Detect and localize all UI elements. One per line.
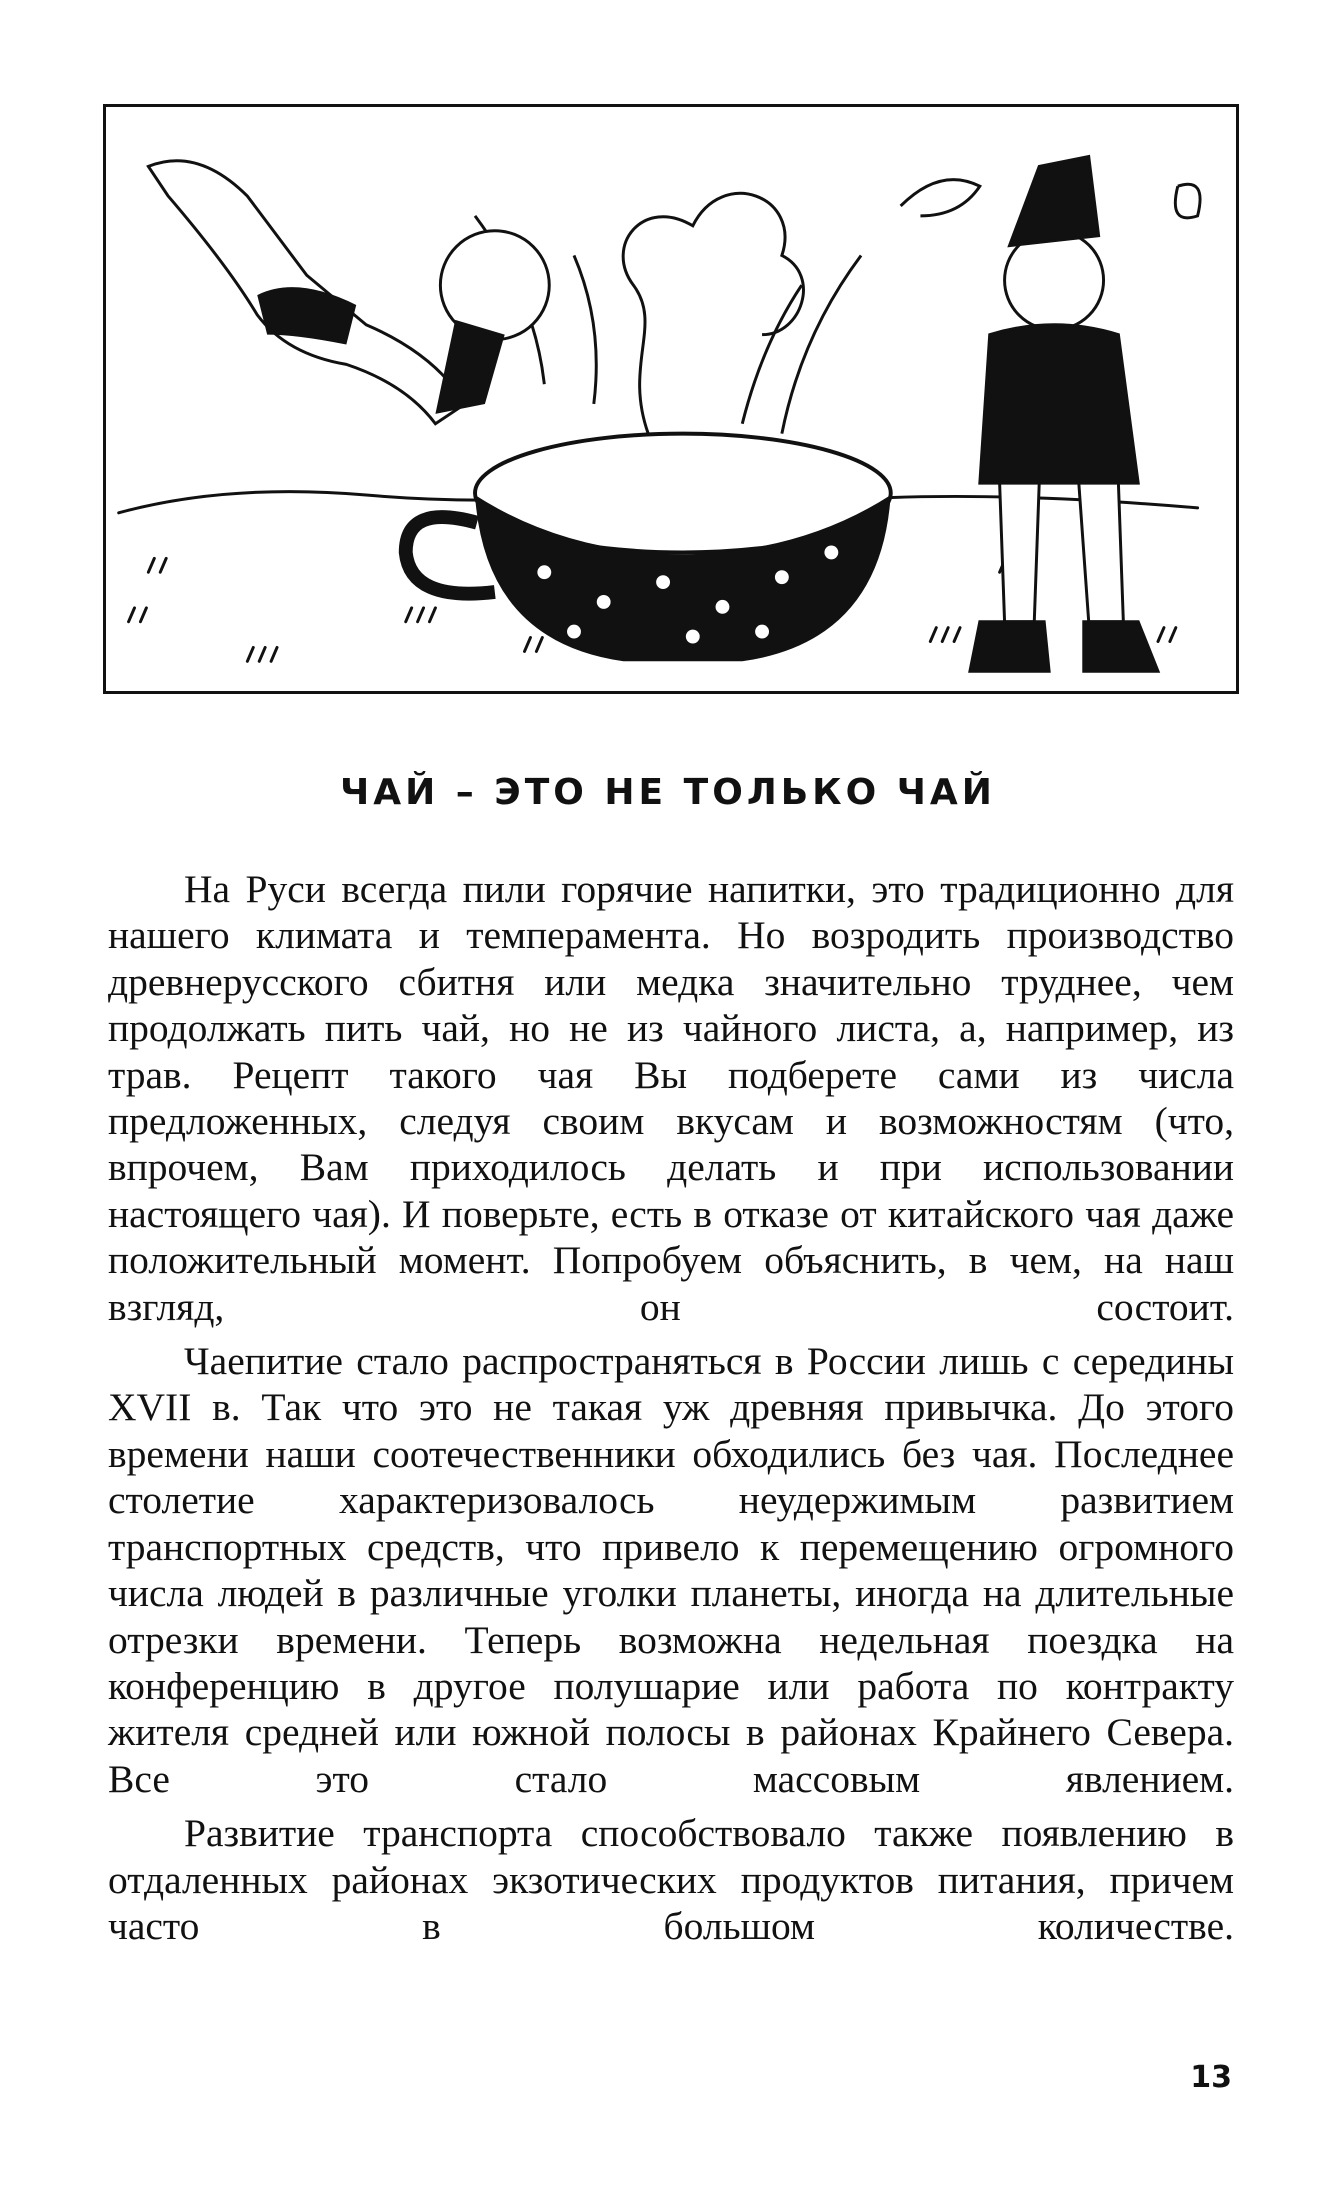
cartoon-tea-cup-illustration-icon (106, 107, 1236, 691)
body-text (108, 866, 1234, 1949)
paragraph: Развитие транспорта способствовало также появлению в отдаленных районах экзотических продуктов питания, причем часто в большом количестве. (108, 1811, 1234, 1948)
paragraph: Чаепитие стало распространяться в России лишь с середины XVII в. Так что это не такая уж древняя привычка. До этого времени наши соотечественники обходились без чая. Последнее столетие характеризовалось неудержимым развитием транспортных средств, что привело к перемещению огромного числа людей в различные уголки планеты, иногда на длительные отрезки времени. Теперь возможна недельная поездка на конференцию в другое полушарие или работа по контракту жителя средней или южной полосы в районах Крайнего Севера. Все это стало массовым явлением. (108, 1339, 1234, 1801)
page-number: 13 (1190, 2060, 1232, 2095)
chapter-illustration (103, 104, 1239, 694)
chapter-title: ЧАЙ – ЭТО НЕ ТОЛЬКО ЧАЙ (340, 772, 996, 813)
paragraph: На Руси всегда пили горячие напитки, это традиционно для нашего климата и темперамента. Но возродить производство древнерусского сбитня или медка значительно труднее, чем продолжать пить чай, но не из чайного листа, а, например, из трав. Рецепт такого чая Вы подберете сами из числа предложенных, следуя своим вкусам и возможностям (что, впрочем, Вам приходилось делать и при использовании настоящего чая). И поверьте, есть в отказе от китайского чая даже положительный момент. Попробуем объяснить, в чем, на наш взгляд, он состоит. (108, 867, 1234, 1329)
